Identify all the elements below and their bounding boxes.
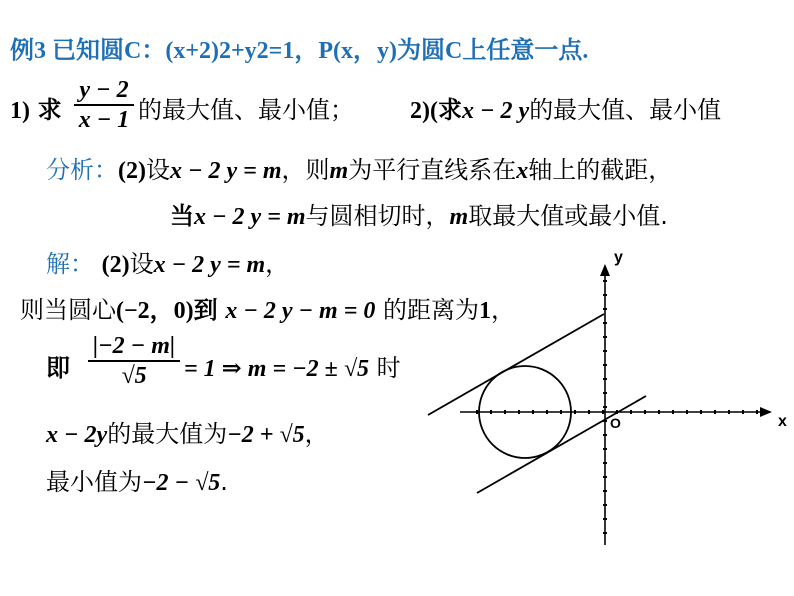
solution-line2-d: ， — [491, 296, 516, 324]
q1-fraction-numerator: y − 2 — [79, 77, 129, 103]
solution-max-text: 的最大值为 — [107, 420, 228, 448]
solution-shi: 时 — [376, 354, 401, 382]
analysis-m2: m — [449, 204, 469, 230]
solution-label: 解： — [46, 250, 94, 278]
q1-ask: 求 — [37, 96, 62, 124]
q1-paren: ) — [22, 98, 30, 124]
solution-min-end: . — [220, 468, 228, 496]
solution-min-val: −2 − √5 — [142, 470, 221, 496]
q2-expr: x − 2 y — [461, 98, 530, 124]
q2-number: 2 — [410, 98, 422, 124]
tangent-line-upper — [428, 314, 604, 415]
x-axis-label: x — [778, 413, 787, 430]
analysis-mid4: 与圆相切时， — [305, 202, 450, 230]
analysis-eq2: x − 2 y = m — [194, 204, 306, 230]
solution-max-expr: x − 2y — [46, 422, 108, 448]
q1-fraction-denominator: x − 1 — [78, 107, 130, 133]
x-axis-arrow — [760, 407, 772, 417]
origin-label: O — [610, 415, 621, 431]
analysis-axis: x — [516, 158, 529, 184]
q2-tail: 的最大值、最小值 — [529, 96, 722, 124]
q1-tail: 的最大值、最小值； — [138, 96, 354, 124]
analysis-set: 设 — [145, 156, 170, 184]
q2-paren: )( — [422, 98, 438, 124]
analysis-number: (2) — [118, 158, 146, 184]
solution-line2-b: 到 — [193, 296, 218, 324]
solution-center: (−2，0) — [116, 298, 194, 324]
analysis-label: 分析： — [46, 156, 118, 184]
analysis-mid3: 轴上的截距， — [528, 156, 673, 184]
solution-comma: ， — [265, 250, 290, 278]
solution-line-eq: x − 2 y − m = 0 — [225, 298, 376, 324]
solution-eq: x − 2 y = m — [153, 252, 266, 278]
solution-max-end: ， — [304, 420, 329, 448]
y-axis-arrow — [600, 264, 610, 276]
solution-number: (2) — [101, 252, 130, 278]
analysis-eq1: x − 2 y = m — [169, 158, 282, 184]
q2-ask: 求 — [437, 96, 462, 124]
analysis-mid2: 为平行直线系在 — [348, 156, 517, 184]
page-title: 例3 已知圆C：(x+2)2+y2=1，P(x，y)为圆C上任意一点. — [10, 38, 589, 64]
solution-max-val: −2 + √5 — [227, 422, 305, 448]
solution-ji: 即 — [46, 354, 70, 382]
solution-line2-c: 的距离为 — [383, 296, 480, 324]
solution-fraction-numerator: |−2 − m| — [92, 333, 176, 359]
analysis-when: 当 — [170, 202, 194, 230]
solution-eq3: = 1 ⇒ m = −2 ± √5 — [184, 356, 370, 382]
analysis-m1: m — [329, 158, 349, 184]
solution-set: 设 — [129, 250, 154, 278]
solution-line2-a: 则当圆心 — [20, 296, 116, 324]
y-axis-label: y — [614, 249, 623, 266]
q1-number: 1 — [10, 98, 22, 124]
solution-min-text: 最小值为 — [46, 468, 142, 496]
analysis-mid5: 取最大值或最小值. — [468, 202, 668, 230]
solution-dist: 1 — [479, 298, 492, 324]
solution-fraction-denominator: √5 — [121, 363, 147, 389]
analysis-mid1: ，则 — [281, 156, 330, 184]
